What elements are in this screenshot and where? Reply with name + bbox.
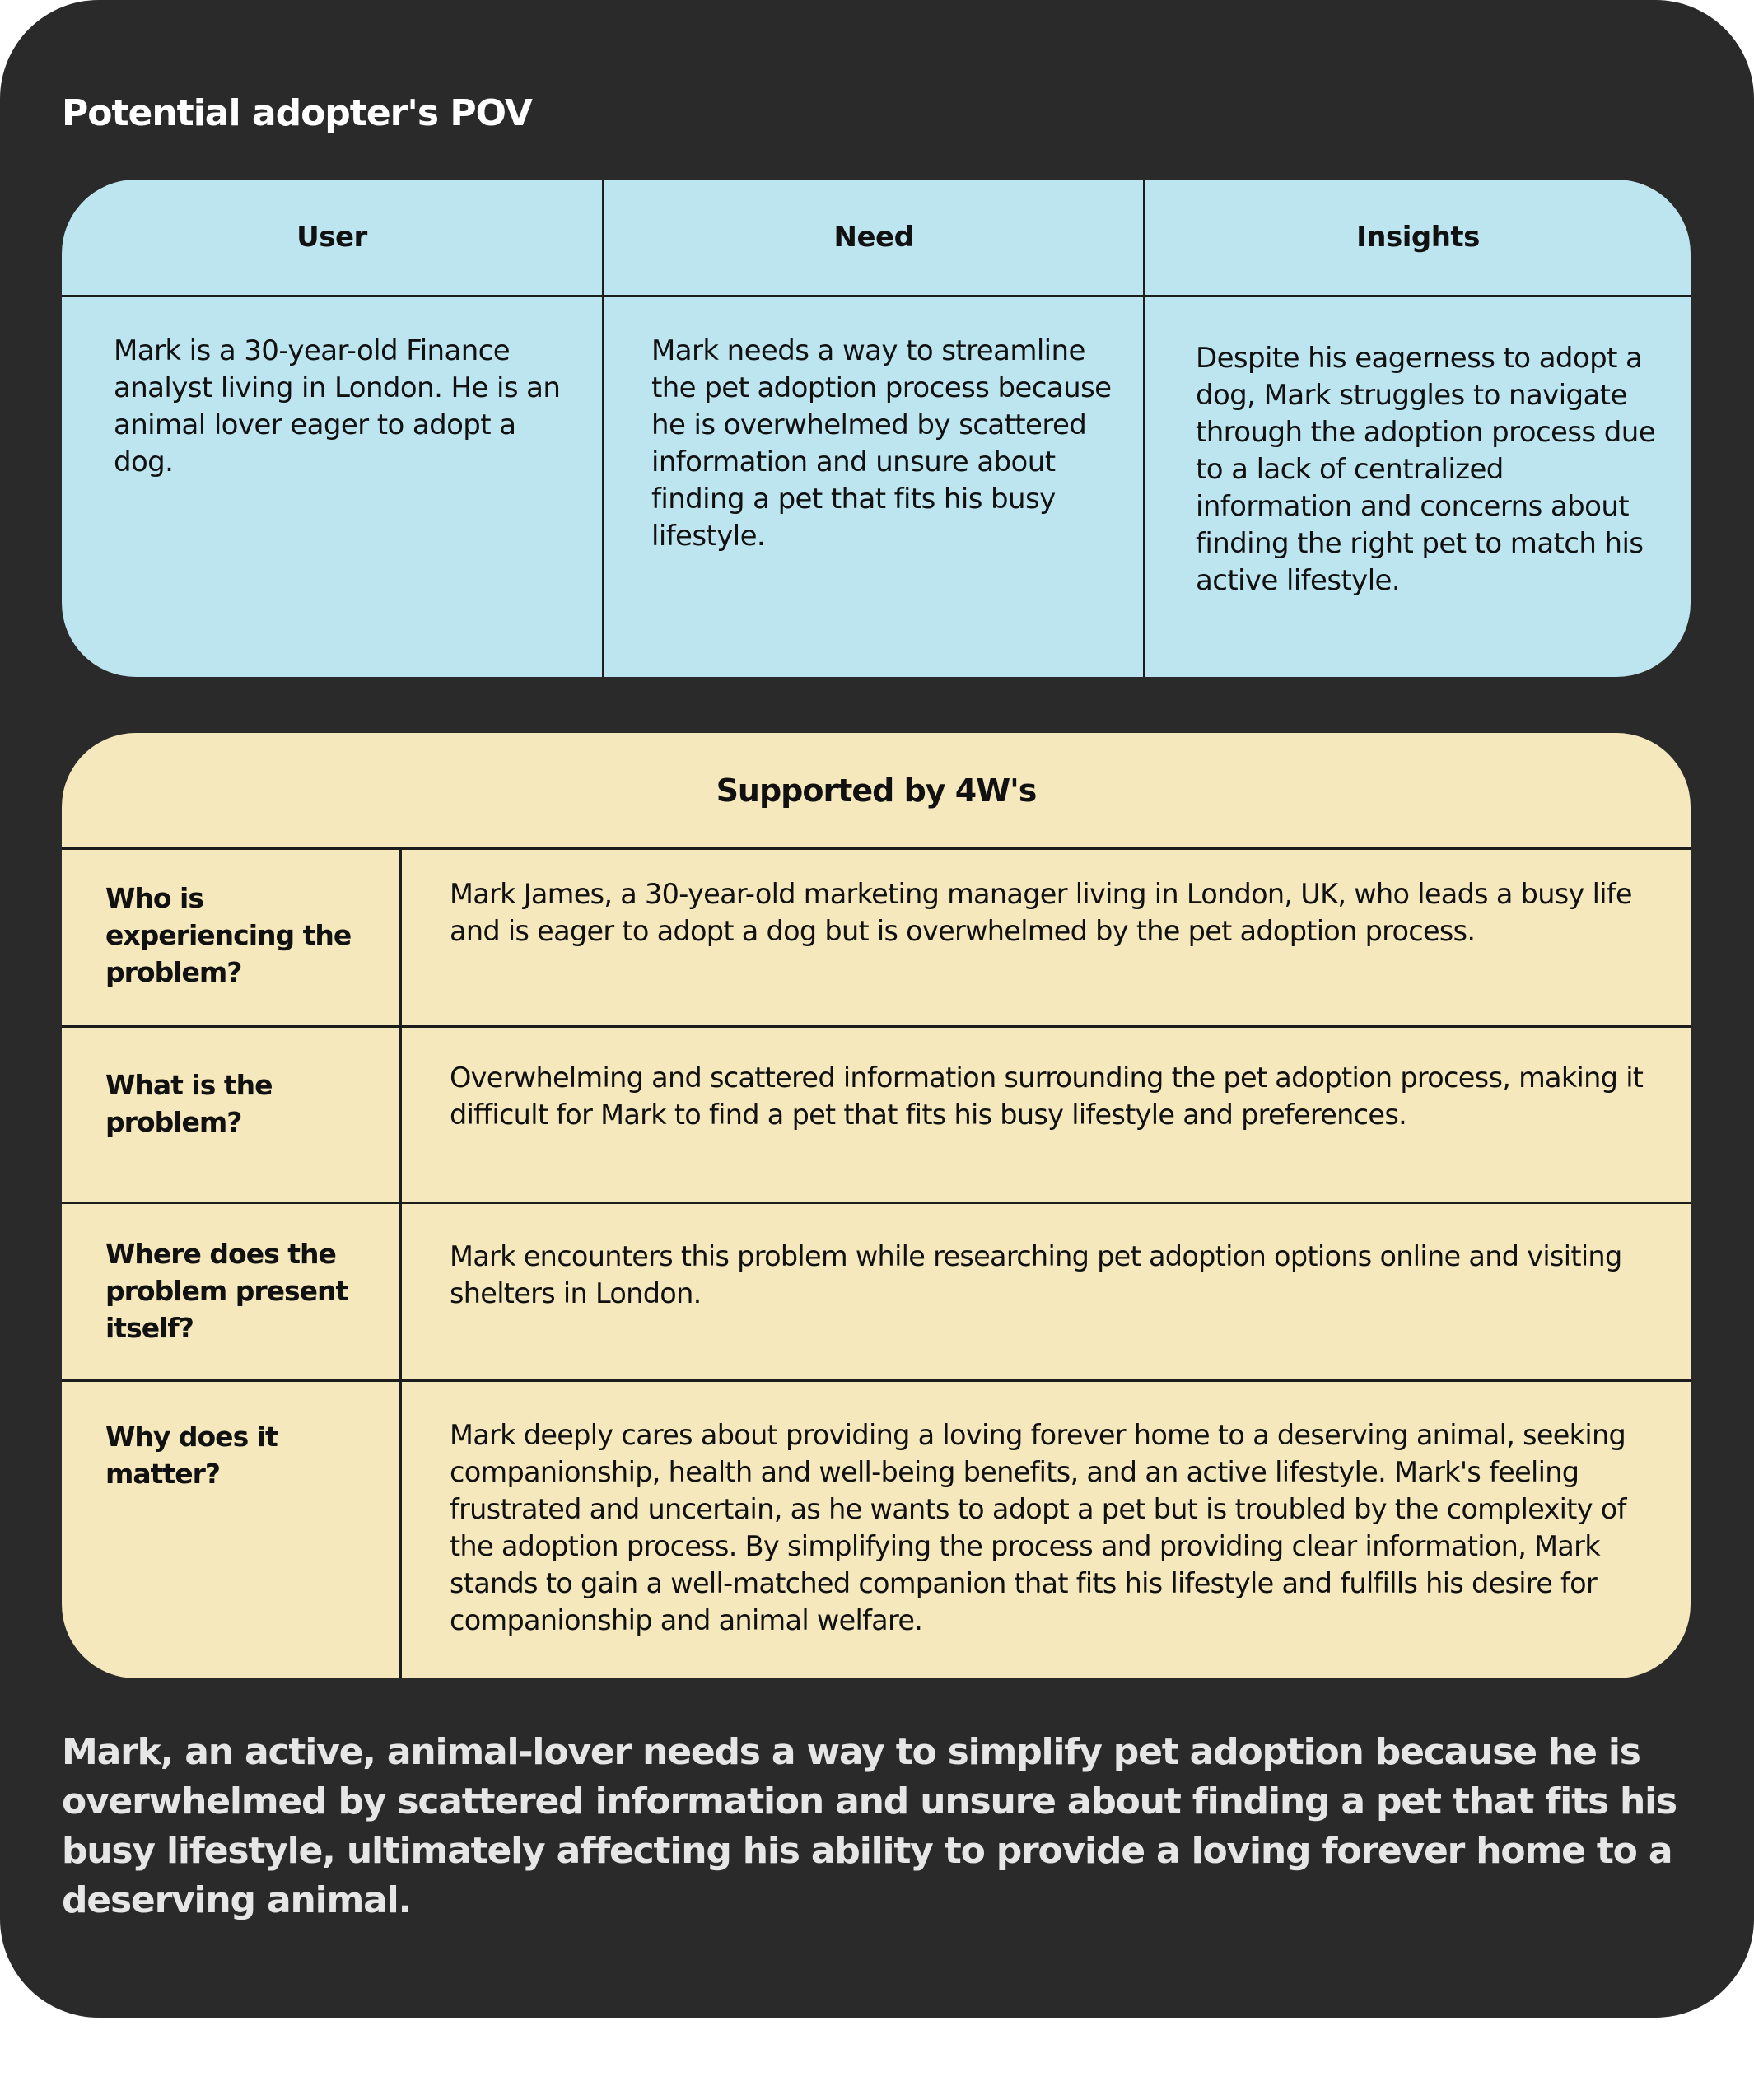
column-header-user: User — [296, 221, 367, 254]
row-divider — [62, 1379, 1691, 1382]
row-divider — [62, 847, 1691, 850]
four-ws-table — [62, 733, 1691, 1678]
pov-table — [62, 180, 1691, 677]
user-cell: Mark is a 30-year-old Finance analyst living in London. He is an animal lover eager to adopt a dog. — [114, 334, 561, 478]
question-column-divider — [399, 848, 402, 1678]
question-who: Who is experiencing the problem? — [105, 882, 352, 988]
row-divider — [62, 1025, 1691, 1028]
answer-who: Mark James, a 30-year-old marketing manager living in London, UK, who leads a busy life and is eager to adopt a dog but is overwhelmed by the pet adoption process. — [450, 878, 1632, 947]
answer-why: Mark deeply cares about providing a loving forever home to a deserving animal, seeking companionship, health and well-being benefits, and an active lifestyle. Mark's feeling frustrated and uncertain, as he wants to adopt a pet but is troubled by the complexity of the adoption process. By simplifying the process and providing clear information, Mark stands to gain a well-matched companion that fits his lifestyle and fulfills his desire for companionship and animal welfare. — [450, 1419, 1626, 1636]
column-header-need: Need — [833, 221, 914, 254]
answer-what: Overwhelming and scattered information surrounding the pet adoption process, making it difficult for Mark to find a pet that fits his busy lifestyle and preferences. — [450, 1062, 1644, 1131]
question-where: Where does the problem present itself? — [105, 1238, 348, 1344]
column-header-insights: Insights — [1356, 221, 1480, 254]
question-why: Why does it matter? — [105, 1421, 278, 1490]
page-title: Potential adopter's POV — [62, 92, 532, 134]
pov-summary-statement: Mark, an active, animal-lover needs a way to simplify pet adoption because he is overwhelmed by scattered information and unsure about finding a pet that fits his busy lifestyle, ultimately affecting his ability to provide a loving forever home to a deserving animal. — [62, 1731, 1677, 1921]
answer-where: Mark encounters this problem while researching pet adoption options online and visiting shelters in London. — [450, 1240, 1622, 1309]
four-ws-title: Supported by 4W's — [716, 772, 1037, 809]
insights-cell: Despite his eagerness to adopt a dog, Mark struggles to navigate through the adoption process due to a lack of centralized information and concerns about finding the right pet to match his active lifestyle. — [1196, 342, 1656, 597]
row-divider — [62, 1202, 1691, 1204]
need-cell: Mark needs a way to streamline the pet adoption process because he is overwhelmed by scattered information and unsure about finding a pet that fits his busy lifestyle. — [651, 334, 1112, 553]
pov-header-divider — [62, 295, 1691, 297]
question-what: What is the problem? — [105, 1069, 273, 1138]
